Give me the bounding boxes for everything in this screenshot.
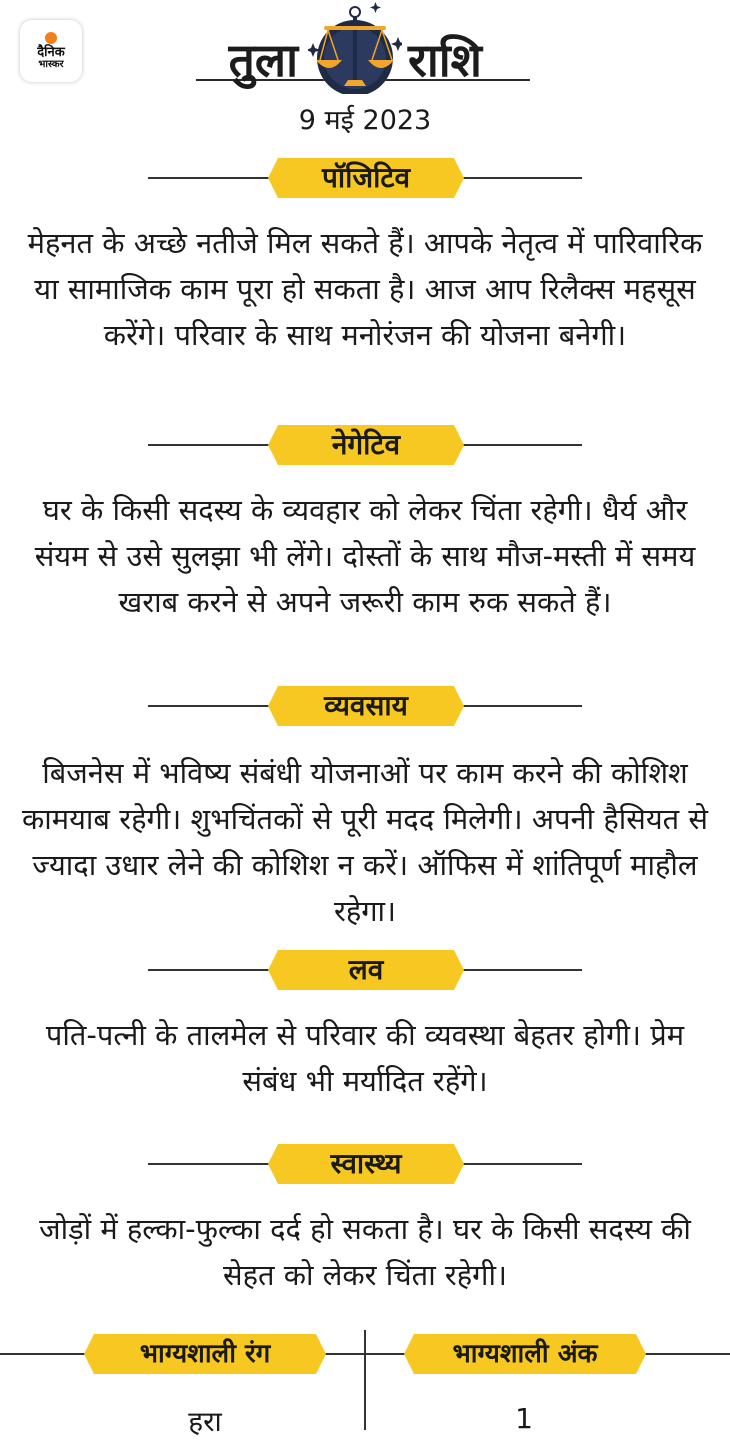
section-heading-positive: [0, 158, 730, 198]
lucky-color-label: भाग्यशाली रंग: [139, 1339, 271, 1369]
section-heading-text: व्यवसाय: [324, 689, 408, 722]
heading-badge: [268, 1144, 464, 1184]
section-text-health: जोड़ों में हल्का-फुल्का दर्द हो सकता है। घर के किसी सदस्य की सेहत को लेकर चिंता रहेगी।: [39, 1212, 691, 1292]
lucky-number-badge: [404, 1334, 646, 1374]
heading-rule-right: [462, 444, 582, 446]
heading-rule-left: [148, 705, 270, 707]
horoscope-date: 9 मई 2023: [298, 105, 432, 136]
heading-rule-right: [462, 177, 582, 179]
lucky-row: [0, 1330, 730, 1450]
heading-rule-left: [148, 1163, 270, 1165]
heading-badge: [268, 158, 464, 198]
section-heading-text: नेगेटिव: [331, 428, 401, 461]
section-text-negative: घर के किसी सदस्य के व्यवहार को लेकर चिंता रहेगी। धैर्य और संयम से उसे सुलझा भी लेंगे। दोस्तों के साथ मौज-मस्ती में समय खराब करने से अपने जरूरी काम रुक सकते हैं।: [34, 493, 696, 619]
section-heading-health: [0, 1144, 730, 1184]
heading-rule-right: [462, 705, 582, 707]
lucky-divider-vertical: [364, 1330, 366, 1430]
section-heading-love: [0, 950, 730, 990]
title-row: [0, 0, 730, 100]
section-heading-text: स्वास्थ्य: [330, 1147, 402, 1180]
lucky-color-badge: [84, 1334, 326, 1374]
lucky-number-label: भाग्यशाली अंक: [452, 1339, 598, 1369]
logo-line1: दैनिक: [37, 45, 65, 60]
section-heading-business: [0, 686, 730, 726]
section-text-business: बिजनेस में भविष्य संबंधी योजनाओं पर काम करने की कोशिश कामयाब रहेगी। शुभचिंतकों से पूरी मदद मिलेगी। अपनी हैसियत से ज्यादा उधार लेने की कोशिश न करें। ऑफिस में शांतिपूर्ण माहौल रहेगा।: [21, 756, 709, 928]
section-text-love: पति-पत्नी के तालमेल से परिवार की व्यवस्था बेहतर होगी। प्रेम संबंध भी मर्यादित रहेंगे।: [45, 1018, 685, 1098]
heading-badge: [268, 950, 464, 990]
heading-rule-left: [148, 444, 270, 446]
logo-line2: भास्कर: [38, 59, 64, 70]
heading-badge: [268, 425, 464, 465]
section-heading-text: पॉजिटिव: [321, 161, 411, 194]
section-text-positive: मेहनत के अच्छे नतीजे मिल सकते हैं। आपके नेतृत्व में पारिवारिक या सामाजिक काम पूरा हो सकता है। आज आप रिलैक्स महसूस करेंगे। परिवार के साथ मनोरंजन की योजना बनेगी।: [27, 226, 703, 352]
sign-name-left: तुला: [228, 33, 298, 87]
heading-rule-left: [148, 969, 270, 971]
heading-rule-right: [462, 1163, 582, 1165]
libra-scales-icon: [308, 2, 402, 94]
lucky-number-value: 1: [515, 1402, 533, 1435]
sign-name-right: राशि: [408, 33, 482, 87]
lucky-color-value: हरा: [188, 1405, 222, 1438]
section-heading-text: लव: [348, 953, 384, 986]
heading-badge: [268, 686, 464, 726]
heading-rule-left: [148, 177, 270, 179]
heading-rule-right: [462, 969, 582, 971]
section-heading-negative: [0, 425, 730, 465]
